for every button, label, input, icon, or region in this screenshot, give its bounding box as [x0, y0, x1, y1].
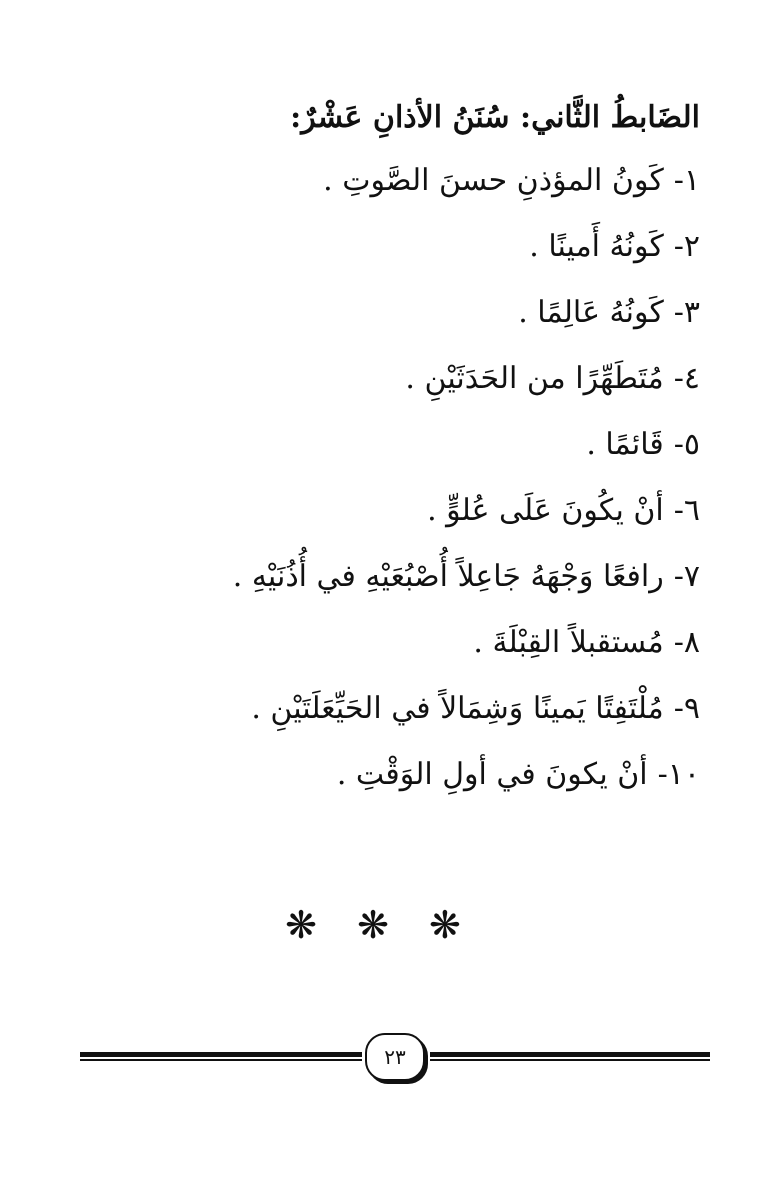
- item-text: كَونُهُ أَمينًا .: [529, 229, 664, 264]
- page-number: ٢٣: [384, 1045, 406, 1069]
- item-number: ٥-: [673, 427, 700, 462]
- item-text: أنْ يكونَ في أولِ الوَقْتِ .: [336, 757, 648, 792]
- item-text: مُستقبلاً القِبْلَةَ .: [473, 625, 664, 660]
- footer-rule-left: [80, 1052, 362, 1062]
- item-number: ٣-: [673, 295, 700, 330]
- item-text: كَونُ المؤذنِ حسنَ الصَّوتِ .: [323, 163, 664, 198]
- item-number: ٩-: [673, 691, 700, 726]
- list-item: [60, 214, 700, 280]
- item-text: مُلْتَفِتًا يَمينًا وَشِمَالاً في الحَيِّعَلَتَيْنِ .: [251, 691, 664, 726]
- list-item: [60, 676, 700, 742]
- item-number: ٢-: [673, 229, 700, 264]
- item-text: مُتَطَهِّرًا من الحَدَثَيْنِ .: [405, 361, 664, 396]
- list-item: [60, 478, 700, 544]
- section-separator: ❋ ❋ ❋: [285, 903, 475, 947]
- item-number: ٤-: [673, 361, 700, 396]
- item-number: ٧-: [673, 559, 700, 594]
- list-item: [60, 148, 700, 214]
- item-text: قَائمًا .: [586, 427, 664, 462]
- item-text: أنْ يكُونَ عَلَى عُلوٍّ .: [427, 493, 664, 528]
- item-number: ١٠-: [657, 757, 700, 792]
- content-block: [60, 88, 700, 808]
- item-number: ٨-: [673, 625, 700, 660]
- sunan-list: [60, 148, 700, 808]
- list-item: [60, 610, 700, 676]
- list-item: [60, 412, 700, 478]
- page-number-frame: [365, 1033, 425, 1081]
- list-item: [60, 544, 700, 610]
- section-heading: الضَابطُ الثَّاني: سُنَنُ الأذانِ عَشْرٌ:: [290, 100, 700, 135]
- item-number: ٦-: [673, 493, 700, 528]
- list-item: [60, 280, 700, 346]
- list-item: [60, 346, 700, 412]
- footer-rule-right: [430, 1052, 710, 1062]
- item-text: رافعًا وَجْهَهُ جَاعِلاً أُصْبُعَيْهِ في أُذُنَيْهِ .: [232, 559, 664, 594]
- list-item: [60, 742, 700, 808]
- item-text: كَونُهُ عَالِمًا .: [518, 295, 664, 330]
- item-number: ١-: [673, 163, 700, 198]
